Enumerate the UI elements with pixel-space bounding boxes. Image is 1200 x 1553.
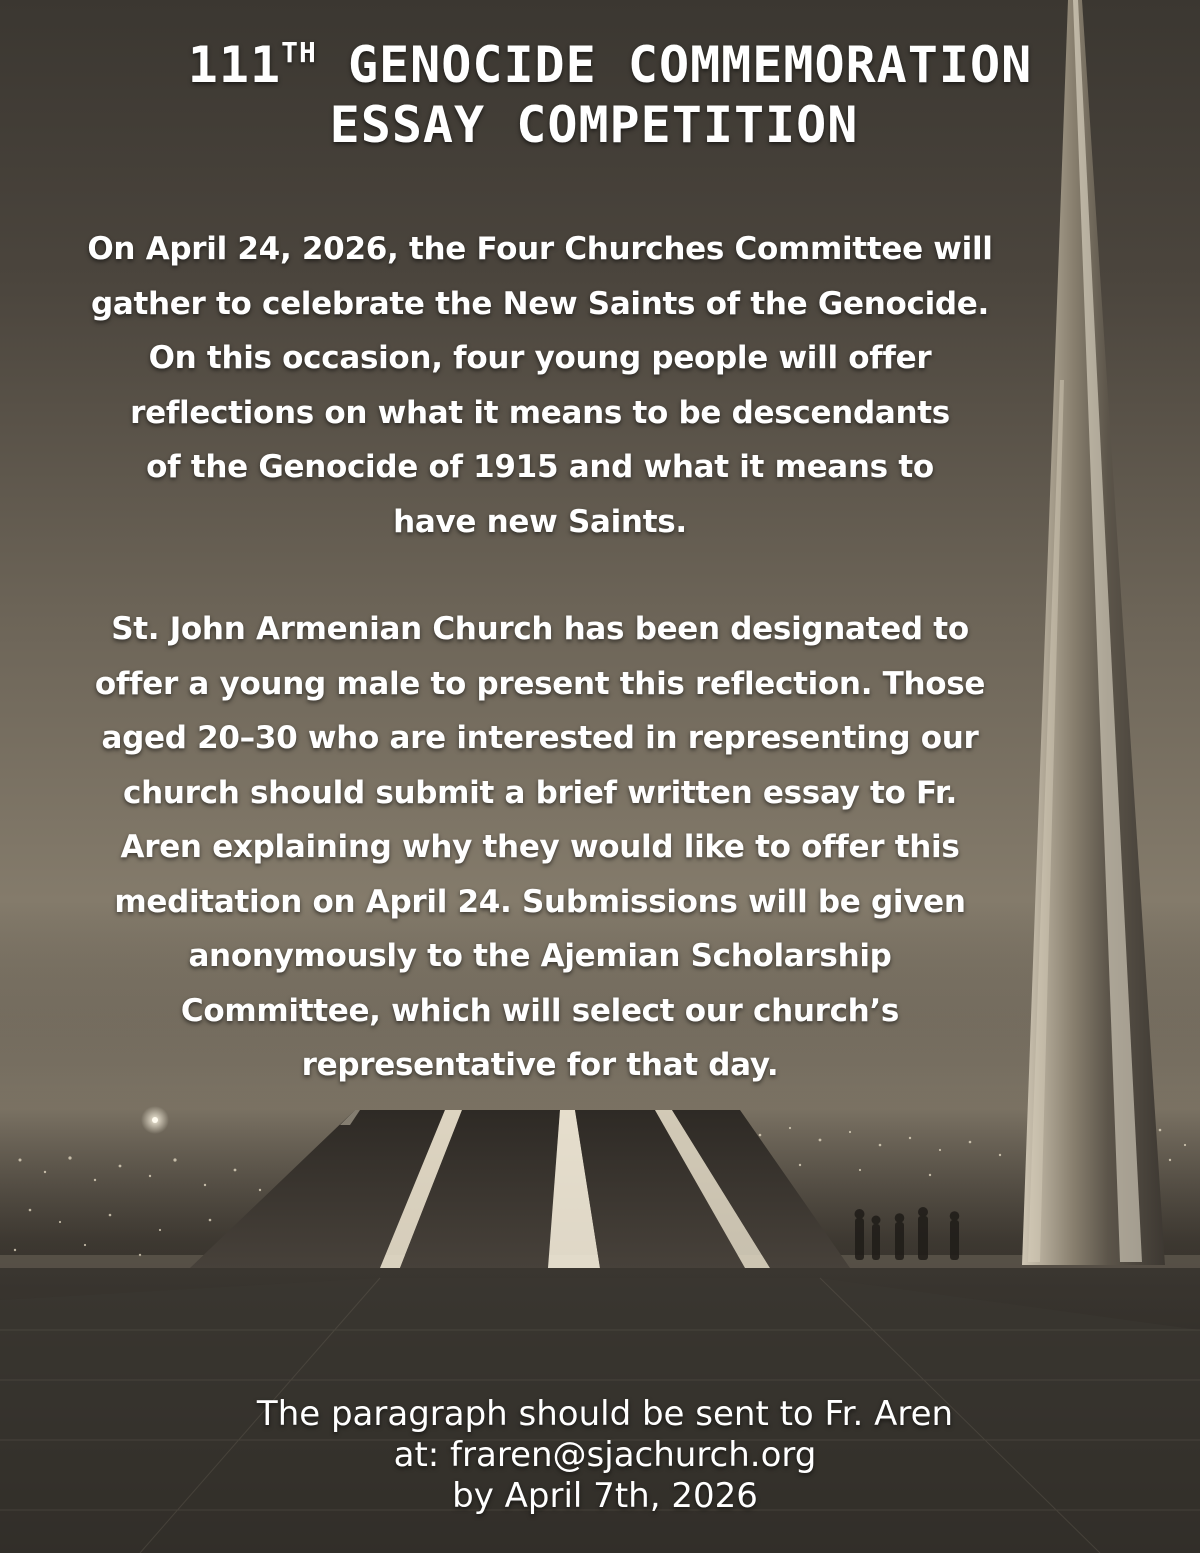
paragraph-line: Aren explaining why they would like to offer this [120, 829, 960, 865]
paragraph-line: have new Saints. [393, 503, 687, 540]
paragraph-line: offer a young male to present this reflection. Those [94, 665, 986, 702]
intro-paragraph [34, 222, 1046, 549]
title-number: 111 [187, 36, 282, 94]
paragraph-line: gather to celebrate the New Saints of the Genocide. [90, 285, 990, 322]
title-text: GENOCIDE COMMEMORATION [347, 36, 1033, 94]
title-superscript: TH [281, 36, 317, 69]
paragraph-line: of the Genocide of 1915 and what it means to [146, 449, 934, 485]
details-paragraph [34, 602, 1046, 1093]
paragraph-line: reflections on what it means to be descendants [130, 394, 950, 431]
submission-info [180, 1394, 1030, 1517]
paragraph-line: On April 24, 2026, the Four Churches Committee will [87, 231, 993, 267]
paragraph-line: representative for that day. [301, 1047, 779, 1083]
paragraph-line: church should submit a brief written essay to Fr. [123, 774, 957, 811]
paragraph-line: Committee, which will select our church’s [180, 992, 900, 1029]
paragraph-line: meditation on April 24. Submissions will be given [114, 883, 966, 920]
submission-line: The paragraph should be sent to Fr. Aren [256, 1394, 954, 1434]
paragraph-line: anonymously to the Ajemian Scholarship [188, 938, 892, 974]
paragraph-line: On this occasion, four young people will offer [148, 340, 932, 376]
submission-deadline-line: by April 7th, 2026 [452, 1476, 758, 1516]
paragraph-line: aged 20–30 who are interested in representing our [101, 720, 979, 756]
paragraph-line: St. John Armenian Church has been designated to [111, 611, 969, 647]
title-line-2: ESSAY COMPETITION [329, 96, 859, 154]
title-line-1 [10, 36, 1200, 94]
submission-email-line: at: fraren@sjachurch.org [393, 1435, 817, 1475]
